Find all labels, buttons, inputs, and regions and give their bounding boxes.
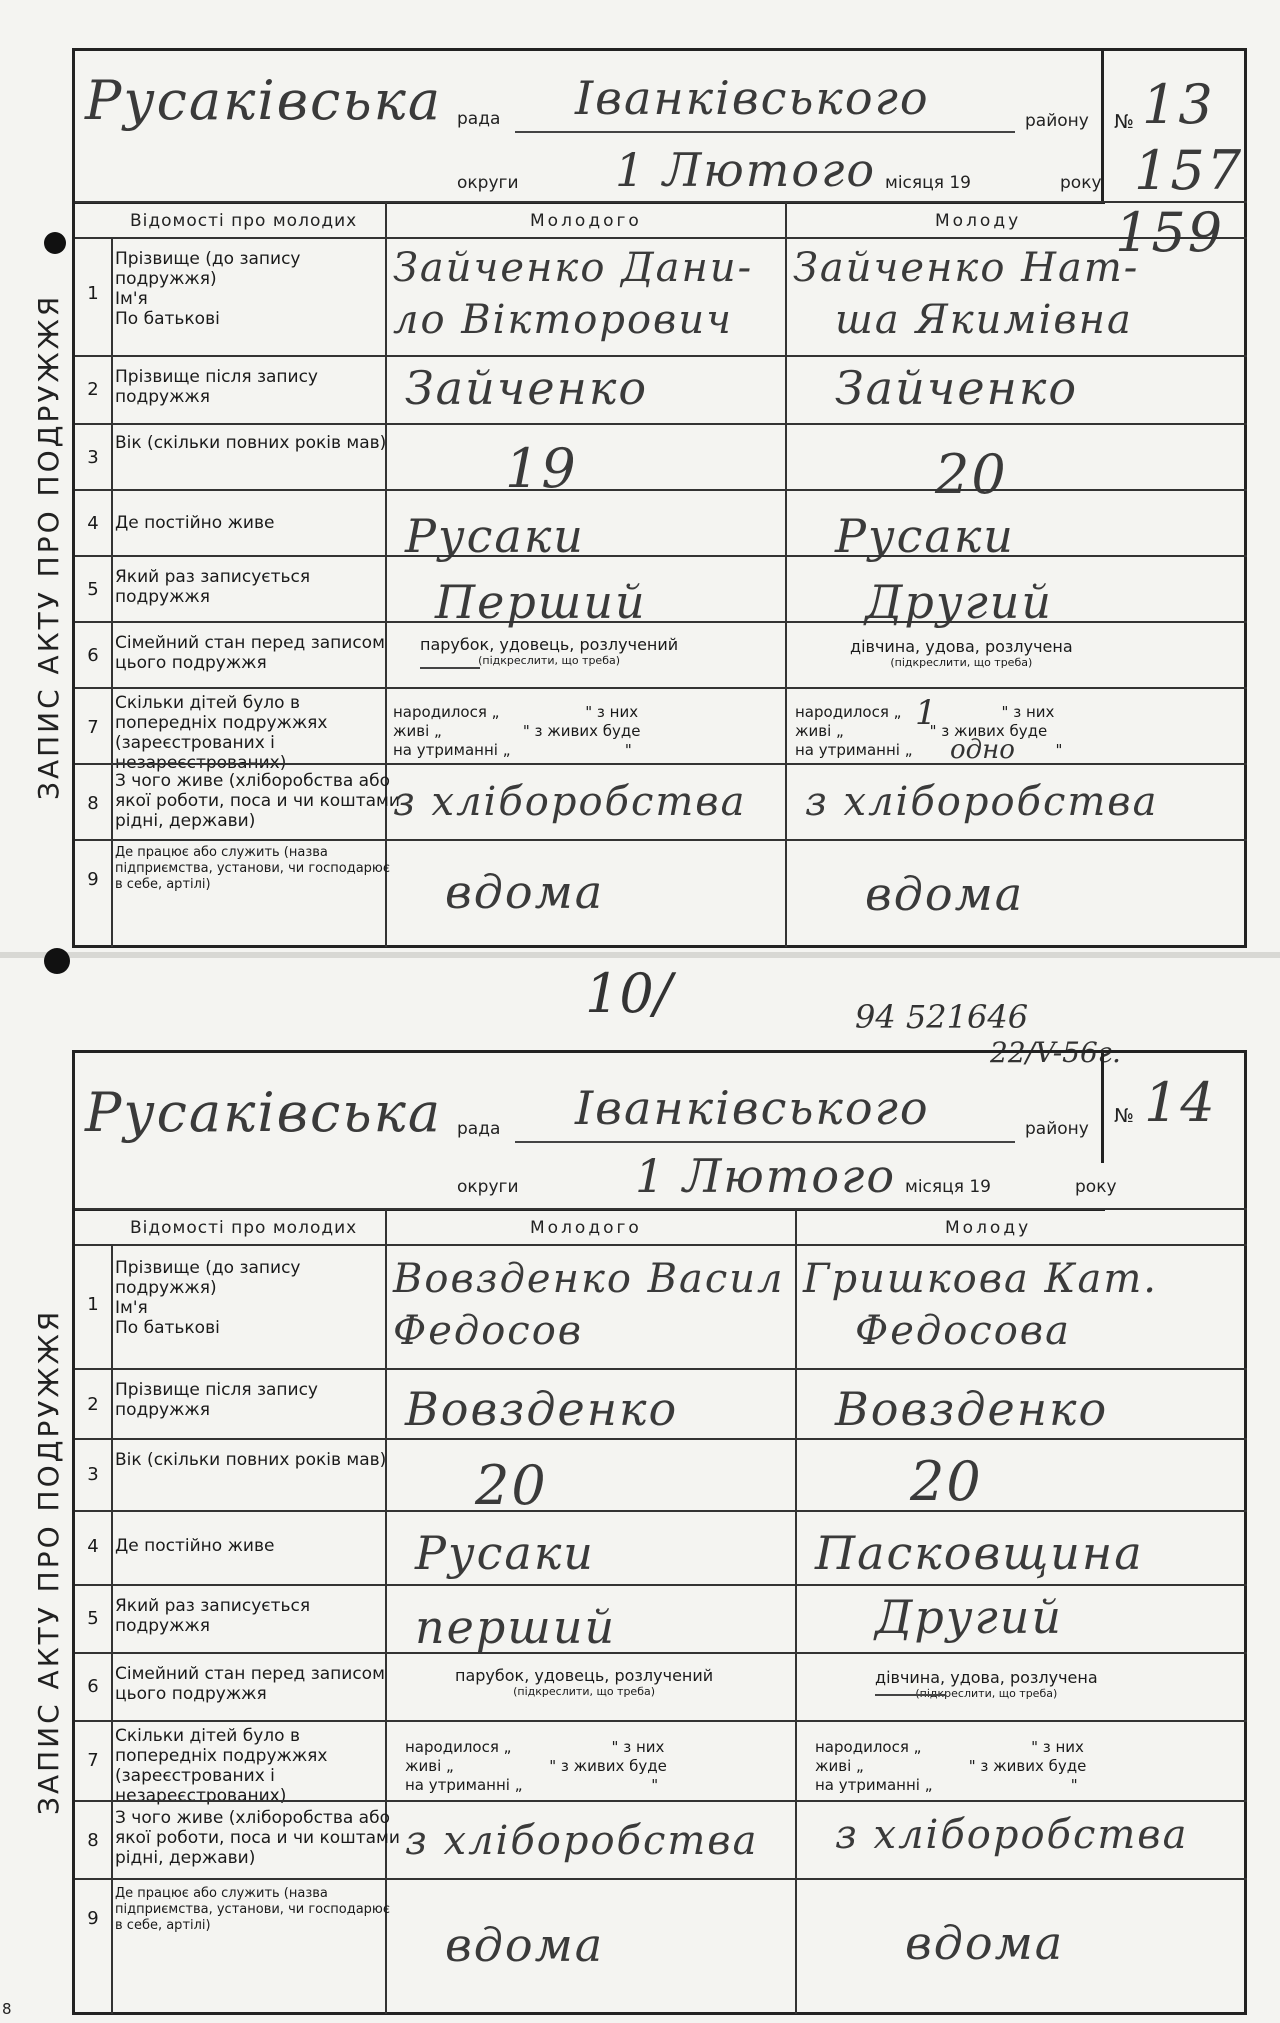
alive-label: живі „ xyxy=(405,1757,454,1775)
column-header-row xyxy=(75,201,1247,239)
raion-value: Іванківського xyxy=(575,71,930,125)
row-4 xyxy=(75,489,1247,563)
question-3: Вік (скільки повних років мав) xyxy=(115,433,387,453)
row-6 xyxy=(75,1652,1247,1722)
row-number: 6 xyxy=(87,645,99,666)
ink-blot xyxy=(44,232,66,254)
rada-value: Русаківська xyxy=(85,69,443,132)
month-label: місяця 19 xyxy=(905,1177,991,1197)
row-number: 9 xyxy=(87,1908,99,1929)
info-header: Відомості про молодих xyxy=(130,211,358,231)
quote-mark: " xyxy=(651,1776,659,1794)
of-them-label: " з них xyxy=(1031,1738,1084,1756)
raion-label: району xyxy=(1025,111,1089,131)
ink-blot xyxy=(44,948,70,974)
question-8: З чого живе (хліборобства або якої роботи, поса и чи коштами рідні, держави) xyxy=(115,771,400,831)
question-2: Прізвище після запису подружжя xyxy=(115,367,318,407)
bride-income: з хліборобства xyxy=(835,1812,1189,1858)
question-6: Сімейний стан перед записом цього подружжя xyxy=(115,1664,385,1704)
row-4 xyxy=(75,1510,1247,1586)
row-number: 9 xyxy=(87,869,99,890)
bride-surname-after: Вовзденко xyxy=(835,1382,1109,1436)
row-1 xyxy=(75,237,1247,357)
row-number: 2 xyxy=(87,379,99,400)
groom-work: вдома xyxy=(445,865,605,919)
record-number-box xyxy=(1101,1053,1244,1163)
alive-label: живі „ xyxy=(795,722,844,740)
of-living-label: " з живих буде xyxy=(929,722,1048,740)
bride-children-count: 1 xyxy=(915,693,937,733)
of-them-label: " з них xyxy=(585,703,639,721)
underline-mark xyxy=(875,1694,945,1696)
groom-header: Молодого xyxy=(530,211,642,231)
row-1 xyxy=(75,1244,1247,1370)
bride-name-line1: Зайченко Нат- xyxy=(793,245,1140,291)
supported-label: на утриманні „ xyxy=(405,1776,523,1794)
row-number: 3 xyxy=(87,447,99,468)
date-value: 1 Лютого xyxy=(615,143,877,197)
groom-surname-after: Зайченко xyxy=(405,361,649,415)
underline-note: (підкреслити, що треба) xyxy=(915,1687,1058,1700)
quote-mark: " xyxy=(1070,1776,1078,1794)
row-number: 2 xyxy=(87,1394,99,1415)
groom-times: перший xyxy=(415,1600,617,1654)
question-9: Де працює або служить (назва підприємства, установи, чи господарює в себе, артілі) xyxy=(115,845,390,892)
bride-header: Молоду xyxy=(945,1218,1032,1238)
bride-surname-after: Зайченко xyxy=(835,361,1079,415)
row-7 xyxy=(75,1720,1247,1806)
side-title-1: ЗАПИС АКТУ ПРО ПОДРУЖЖЯ xyxy=(32,293,65,800)
row-5 xyxy=(75,1584,1247,1654)
groom-status-text: парубок, удовець, розлучений xyxy=(420,635,679,654)
page-corner-number: 8 xyxy=(2,2000,12,2018)
bride-times: Другий xyxy=(865,575,1054,629)
number-label: № xyxy=(1114,1105,1134,1127)
groom-surname-after: Вовзденко xyxy=(405,1382,679,1436)
month-label: місяця 19 xyxy=(885,173,971,193)
question-3: Вік (скільки повних років мав) xyxy=(115,1450,387,1470)
record-header xyxy=(75,51,1105,204)
born-label: народилося „ xyxy=(795,703,902,721)
row-9 xyxy=(75,839,1247,947)
bride-age: 20 xyxy=(935,443,1008,506)
groom-income: з хліборобства xyxy=(393,779,747,825)
row-number: 8 xyxy=(87,1830,99,1851)
groom-name-line1: Зайченко Дани- xyxy=(393,245,754,291)
bride-work: вдома xyxy=(905,1916,1065,1970)
date-value: 1 Лютого xyxy=(635,1149,897,1203)
groom-name-line2: ло Вікторович xyxy=(393,297,733,343)
row-number: 3 xyxy=(87,1464,99,1485)
bride-residence: Русаки xyxy=(835,509,1015,563)
question-5: Який раз записується подружжя xyxy=(115,567,311,607)
question-7: Скільки дітей було в попередніх подружжях (зареєстрованих і незареєстрованих) xyxy=(115,693,328,773)
row-number: 7 xyxy=(87,1750,99,1771)
okrugy-label: округи xyxy=(457,1177,519,1197)
row-8 xyxy=(75,1800,1247,1880)
bride-income: з хліборобства xyxy=(805,779,1159,825)
okrugy-label: округи xyxy=(457,173,519,193)
bride-status-options xyxy=(850,637,1073,669)
bride-name-line2: ша Якимівна xyxy=(835,297,1133,343)
row-9 xyxy=(75,1878,1247,2016)
underline-note: (підкреслити, що треба) xyxy=(513,1685,656,1698)
bride-times: Другий xyxy=(875,1590,1064,1644)
rada-label: рада xyxy=(457,109,501,129)
groom-work: вдома xyxy=(445,1918,605,1972)
archive-date-note: 22/V-56г. xyxy=(990,1036,1121,1069)
raion-value: Іванківського xyxy=(575,1081,930,1135)
bride-name-line1: Гришкова Кат. xyxy=(803,1256,1159,1302)
record-number: 14 xyxy=(1144,1071,1217,1134)
alive-label: живі „ xyxy=(393,722,442,740)
born-label: народилося „ xyxy=(815,1738,922,1756)
row-number: 1 xyxy=(87,283,99,304)
rada-label: рада xyxy=(457,1119,501,1139)
groom-income: з хліборобства xyxy=(405,1818,759,1864)
groom-status-options xyxy=(420,635,678,667)
bride-residence: Пасковщина xyxy=(815,1526,1144,1580)
marriage-record-1 xyxy=(72,48,1247,948)
groom-age: 19 xyxy=(505,437,578,500)
born-label: народилося „ xyxy=(393,703,500,721)
groom-name-line1: Вовзденко Васил xyxy=(393,1256,785,1302)
quote-mark: " xyxy=(624,741,632,759)
row-3 xyxy=(75,423,1247,506)
record-header xyxy=(75,1053,1117,1211)
row-2 xyxy=(75,355,1247,425)
groom-age: 20 xyxy=(475,1454,548,1517)
groom-residence: Русаки xyxy=(415,1526,595,1580)
row-5 xyxy=(75,555,1247,629)
row-2 xyxy=(75,1368,1247,1440)
rada-value: Русаківська xyxy=(85,1081,443,1144)
bride-name-line2: Федосова xyxy=(855,1308,1071,1354)
born-label: народилося „ xyxy=(405,1738,512,1756)
groom-children xyxy=(405,1738,667,1795)
sheet-number-note: 10/ xyxy=(585,962,672,1025)
of-them-label: " з них xyxy=(611,1738,665,1756)
row-number: 6 xyxy=(87,1676,99,1697)
bride-status-text: дівчина, удова, розлучена xyxy=(850,637,1073,656)
bride-age: 20 xyxy=(910,1450,983,1513)
bride-status-text: дівчина, удова, розлучена xyxy=(875,1668,1098,1687)
question-5: Який раз записується подружжя xyxy=(115,1596,311,1636)
row-number: 4 xyxy=(87,513,99,534)
column-header-row xyxy=(75,1208,1247,1246)
raion-line xyxy=(515,1141,1015,1143)
groom-residence: Русаки xyxy=(405,509,585,563)
question-8: З чого живе (хліборобства або якої роботи, поса и чи коштами рідні, держави) xyxy=(115,1808,400,1868)
row-number: 4 xyxy=(87,1536,99,1557)
groom-header: Молодого xyxy=(530,1218,642,1238)
number-note-2: 159 xyxy=(1115,201,1225,264)
supported-label: на утриманні „ xyxy=(815,1776,933,1794)
number-label: № xyxy=(1114,111,1134,133)
row-8 xyxy=(75,763,1247,841)
underline-note: (підкреслити, що треба) xyxy=(890,656,1033,669)
quote-mark: " xyxy=(1055,741,1063,759)
row-number: 7 xyxy=(87,717,99,738)
row-number: 1 xyxy=(87,1294,99,1315)
marriage-record-2 xyxy=(72,1050,1247,2015)
supported-label: на утриманні „ xyxy=(795,741,913,759)
underline-note: (підкреслити, що треба) xyxy=(478,654,621,667)
of-them-label: " з них xyxy=(1001,703,1055,721)
of-living-label: " з живих буде xyxy=(549,1757,667,1775)
question-6: Сімейний стан перед записом цього подружжя xyxy=(115,633,385,673)
row-number: 8 xyxy=(87,793,99,814)
record-number-box xyxy=(1101,51,1244,201)
groom-children xyxy=(393,703,641,760)
archive-code-note: 94 521646 xyxy=(855,998,1029,1036)
raion-line xyxy=(515,131,1015,133)
row-7 xyxy=(75,687,1247,773)
groom-name-line2: Федосов xyxy=(393,1308,584,1354)
of-living-label: " з живих буде xyxy=(968,1757,1087,1775)
page-fold xyxy=(0,952,1280,958)
raion-label: району xyxy=(1025,1119,1089,1139)
number-note: 157 xyxy=(1134,139,1244,202)
question-2: Прізвище після запису подружжя xyxy=(115,1380,318,1420)
bride-header: Молоду xyxy=(935,211,1022,231)
groom-times: Перший xyxy=(435,575,647,629)
question-4: Де постійно живе xyxy=(115,1536,275,1556)
question-1: Прізвище (до запису подружжя) Ім'я По батькові xyxy=(115,1258,301,1338)
question-7: Скільки дітей було в попередніх подружжях (зареєстрованих і незареєстрованих) xyxy=(115,1726,328,1806)
year-label: року xyxy=(1060,173,1102,193)
underline-mark xyxy=(420,667,480,669)
bride-children xyxy=(815,1738,1086,1795)
alive-label: живі „ xyxy=(815,1757,864,1775)
side-title-2: ЗАПИС АКТУ ПРО ПОДРУЖЖЯ xyxy=(32,1308,65,1815)
record-number: 13 xyxy=(1142,73,1215,136)
question-9: Де працює або служить (назва підприємства, установи, чи господарює в себе, артілі) xyxy=(115,1886,390,1933)
groom-status-options xyxy=(455,1666,713,1698)
question-4: Де постійно живе xyxy=(115,513,275,533)
row-number: 5 xyxy=(87,579,99,600)
row-6 xyxy=(75,621,1247,689)
groom-status-text: парубок, удовець, розлучений xyxy=(455,1666,714,1685)
supported-label: на утриманні „ xyxy=(393,741,511,759)
row-number: 5 xyxy=(87,1608,99,1629)
of-living-label: " з живих буде xyxy=(522,722,641,740)
bride-children-supported: одно xyxy=(950,735,1015,765)
question-1: Прізвище (до запису подружжя) Ім'я По батькові xyxy=(115,249,301,329)
bride-work: вдома xyxy=(865,867,1025,921)
year-label: року xyxy=(1075,1177,1117,1197)
info-header: Відомості про молодих xyxy=(130,1218,358,1238)
row-3 xyxy=(75,1438,1247,1517)
